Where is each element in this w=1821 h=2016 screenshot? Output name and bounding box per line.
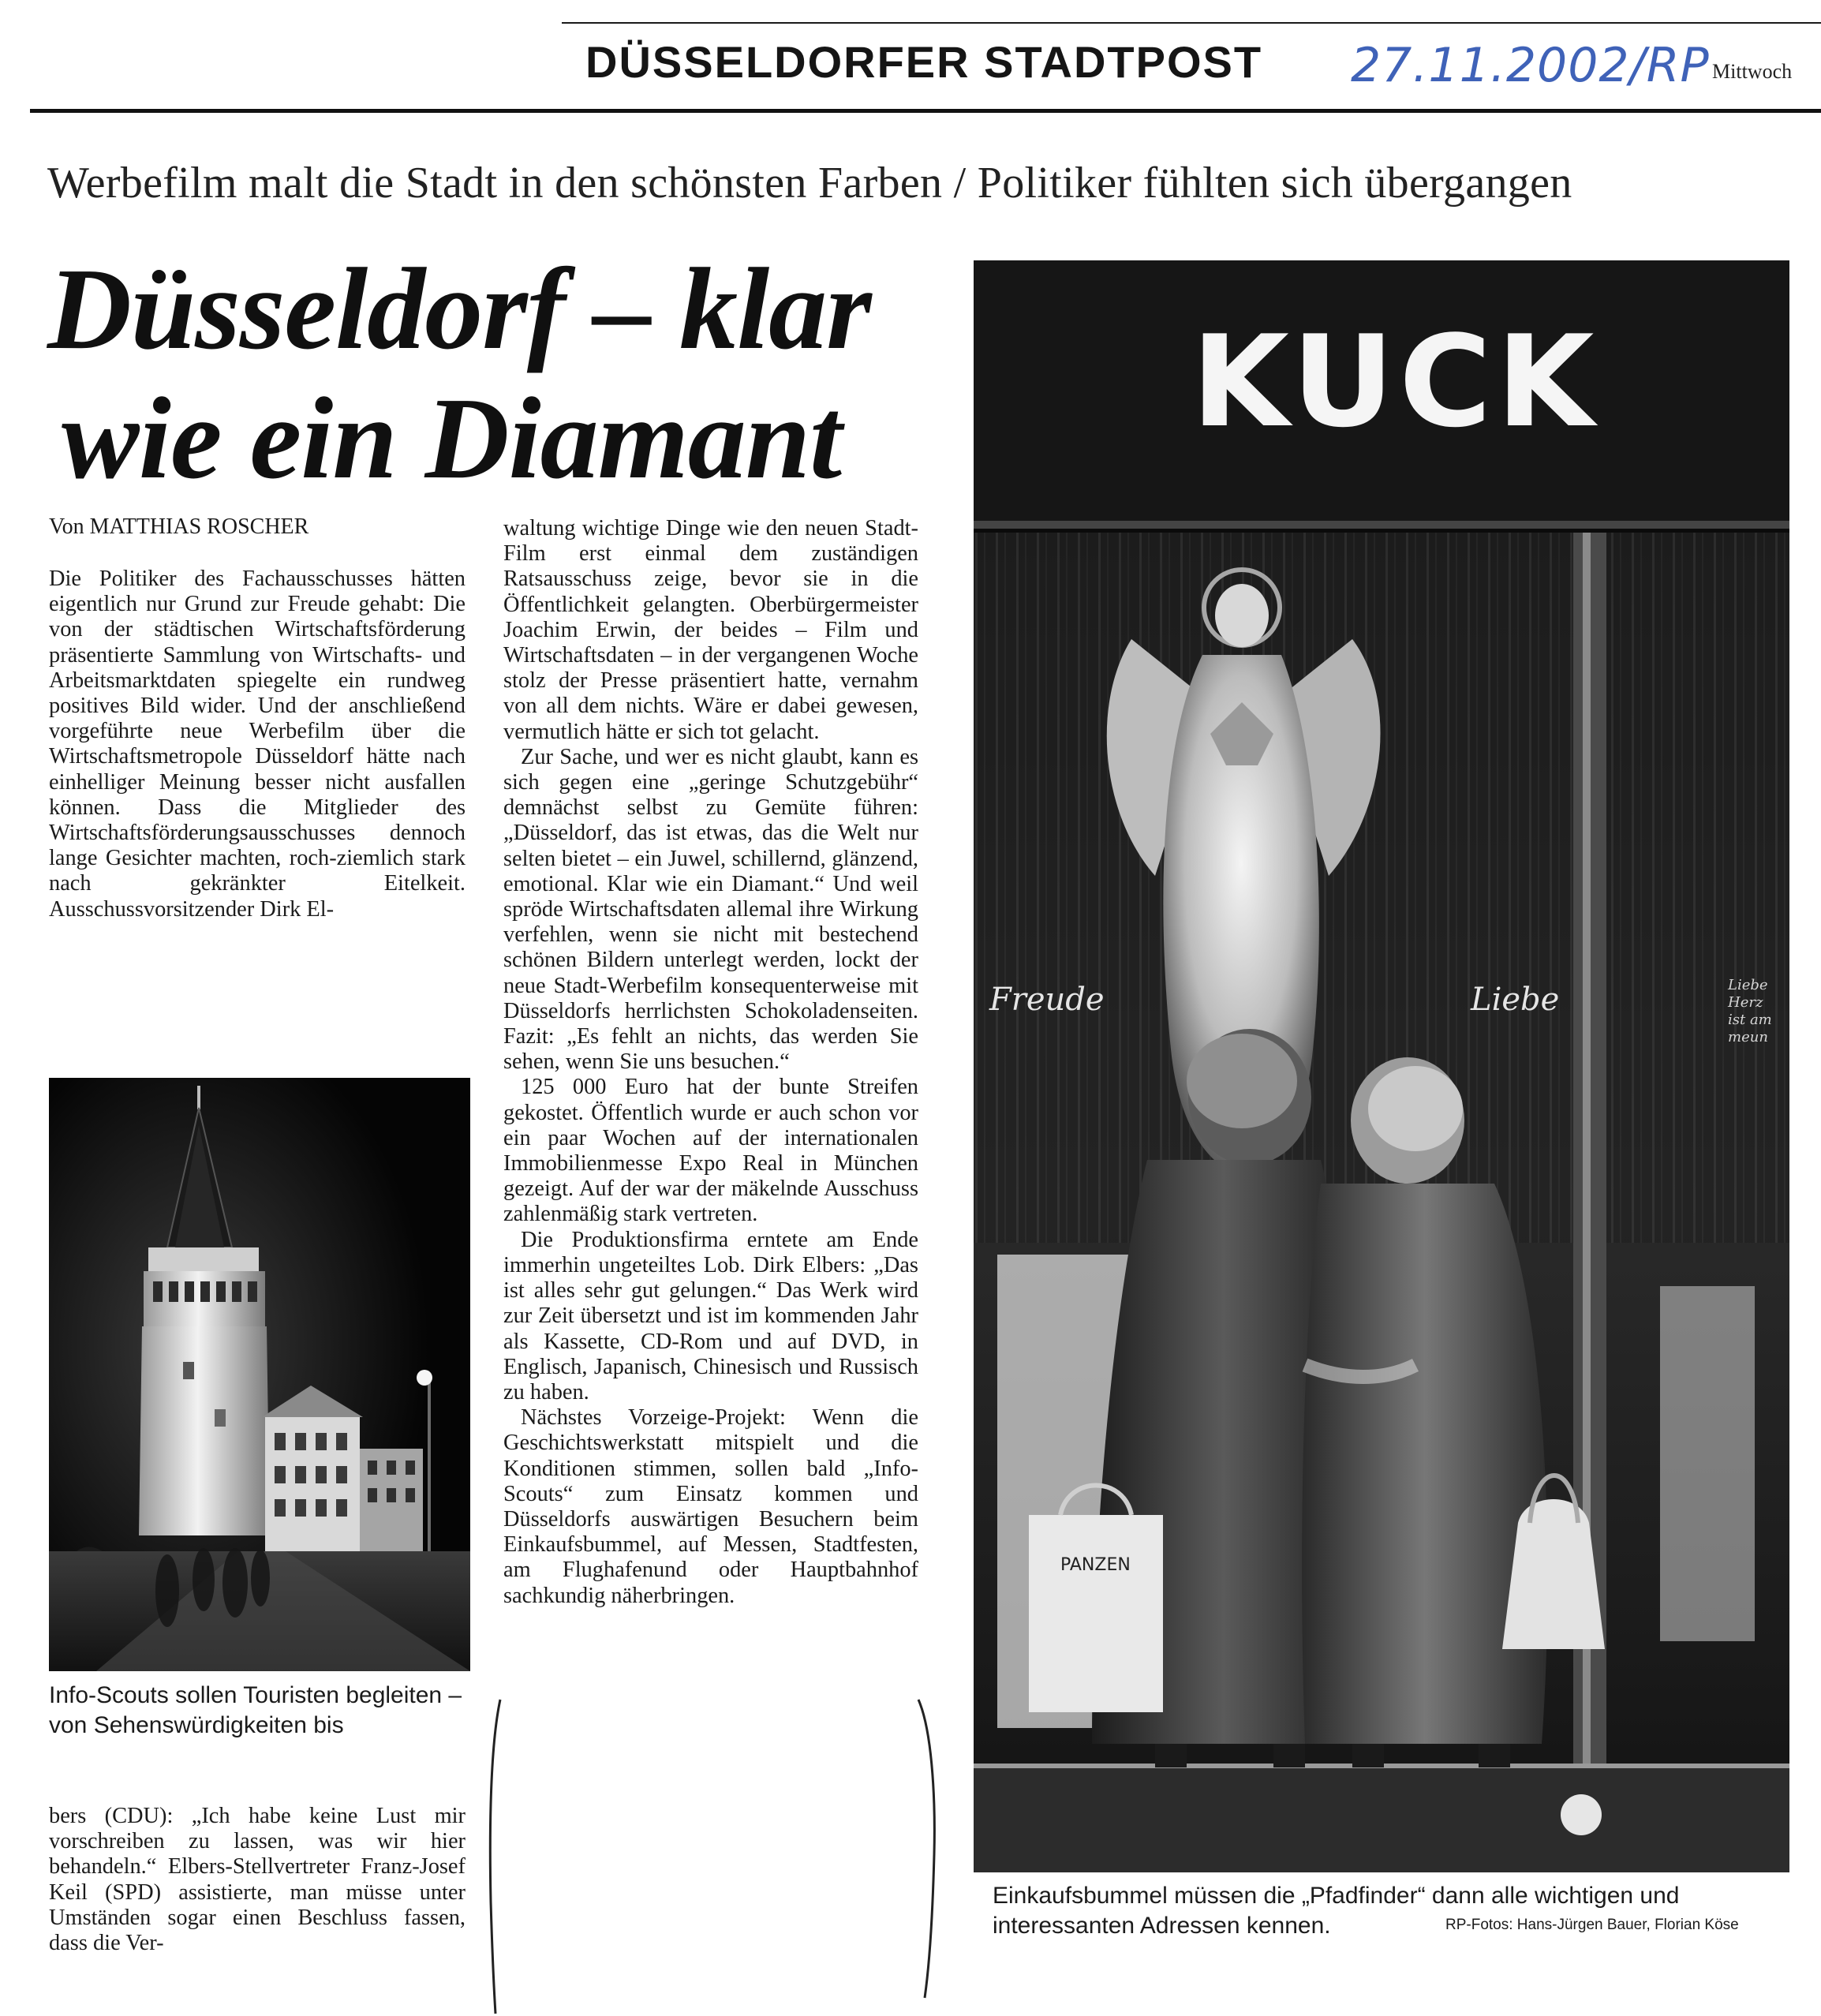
handwritten-date: 27.11.2002/RP (1351, 38, 1710, 93)
headline-line-1: Düsseldorf – klar (47, 245, 871, 374)
byline: Von MATTHIAS ROSCHER (49, 514, 309, 539)
paragraph: waltung wichtige Dinge wie den neuen Stadt-Film erst einmal dem zuständigen Ratsausschuss zeige, bevor sie in die Öffentlichkeit gelangten. Oberbürgermeister Joachim Erwin, der beides – Film und Wirtschaftsdaten – in der vergangenen Woche stolz der Presse präsentiert hatte, vernahm von all dem nichts. Wäre er dabei gewesen, vermutlich hätte er sich tot gelacht. (503, 516, 918, 744)
kicker-subheadline: Werbefilm malt die Stadt in den schönsten Farben / Politiker fühlten sich übergangen (47, 159, 1572, 208)
article-column-1 (49, 567, 466, 922)
paper-name: DÜSSELDORFER STADTPOST (585, 37, 1263, 87)
photo-schlossturm-night (49, 1078, 470, 1671)
window-word-left: Freude (989, 982, 1105, 1018)
article-column-2 (503, 516, 918, 1609)
photo-shop-window-couple (974, 260, 1789, 1872)
window-word-right: Liebe (1471, 982, 1560, 1018)
photo-credit: RP-Fotos: Hans-Jürgen Bauer, Florian Köse (1445, 1917, 1739, 1933)
headline-line-2: wie ein Diamant (62, 374, 842, 503)
paragraph: Nächstes Vorzeige-Projekt: Wenn die Geschichtswerkstatt mitspielt und die Konditionen stimmen, sollen bald „Info-Scouts“ zum Einsatz kommen und Düsseldorfs auswärtigen Besuchern beim Einkaufsbummel, auf Messen, Stadtfesten, am Flughafenund oder Hauptbahnhof sachkundig näherbringen. (503, 1405, 918, 1608)
kuck-shop-sign: KUCK (1191, 308, 1599, 455)
photo-large-caption: Einkaufsbummel müssen die „Pfadfinder“ dann alle wichtigen und interessanten Adressen kennen. (993, 1883, 1680, 1939)
paragraph: Die Produktionsfirma erntete am Ende immerhin ungeteiltes Lob. Dirk Elbers: „Das ist alles sehr gut gelungen.“ Das Werk wird zur Zeit übersetzt und ist im kommenden Jahr als Kassette, CD-Rom und auf DVD, in Englisch, Japanisch, Chinesisch und Russisch zu haben. (503, 1227, 918, 1404)
photo-small-caption: Info-Scouts sollen Touristen begleiten – von Sehenswürdigkeiten bis (49, 1682, 462, 1738)
paragraph: 125 000 Euro hat der bunte Streifen gekostet. Öffentlich wurde er auch schon vor ein paar Wochen auf der internationalen Immobilienmesse Expo Real in München gezeigt. Auf der war der mäkelnde Ausschuss zahlenmäßig stark vertreten. (503, 1075, 918, 1227)
paragraph: Zur Sache, und wer es nicht glaubt, kann es sich gegen eine „geringe Schutzgebühr“ demnächst selbst zu Gemüte führen: „Düsseldorf, das ist etwas, das die Welt nur selten bietet – ein Juwel, schillernd, glänzend, emotional. Klar wie ein Diamant.“ Und weil spröde Wirtschaftsdaten allemal ihre Wirkung verfehlen, wenn sie nicht mit bestechend schönen Bildern unterlegt werden, lockt der neue Stadt-Werbefilm konsequenterweise mit Düsseldorfs herrlichsten Schokoladenseiten. Fazit: „Es fehlt an nichts, das werden Sie sehen, wenn Sie uns besuchen.“ (503, 744, 918, 1075)
weekday: Mittwoch (1712, 60, 1793, 83)
window-text-corner: Liebe Herz ist am meun (1728, 977, 1772, 1045)
paragraph: Die Politiker des Fachausschusses hätten eigentlich nur Grund zur Freude gehabt: Die von der städtischen Wirtschaftsförderung präsentierte Sammlung von Wirtschafts- und Arbeitsmarktdaten spiegelte ein rundweg positives Bild wider. Und der anschließend vorgeführte neue Werbefilm über die Wirtschaftsmetropole Düsseldorf hätte nach einhelliger Meinung besser nicht ausfallen können. Dass die Mitglieder des Wirtschaftsförderungsausschusses dennoch lange Gesichter machten, roch-ziemlich stark nach gekränkter Eitelkeit. Ausschussvorsitzender Dirk El- (49, 567, 466, 922)
article-column-1-continued (49, 1804, 466, 1956)
bag-text: PANZEN (1060, 1555, 1131, 1575)
paragraph: bers (CDU): „Ich habe keine Lust mir vorschreiben zu lassen, was wir hier behandeln.“ Elbers-Stellvertreter Franz-Josef Keil (SPD) assistierte, man müsse unter Umständen sogar einen Beschluss fassen, dass die Ver- (49, 1804, 466, 1956)
clipping-bracket-right (914, 1696, 945, 2001)
masthead-rule (30, 109, 1821, 113)
clipping-bracket-left (483, 1696, 507, 2016)
